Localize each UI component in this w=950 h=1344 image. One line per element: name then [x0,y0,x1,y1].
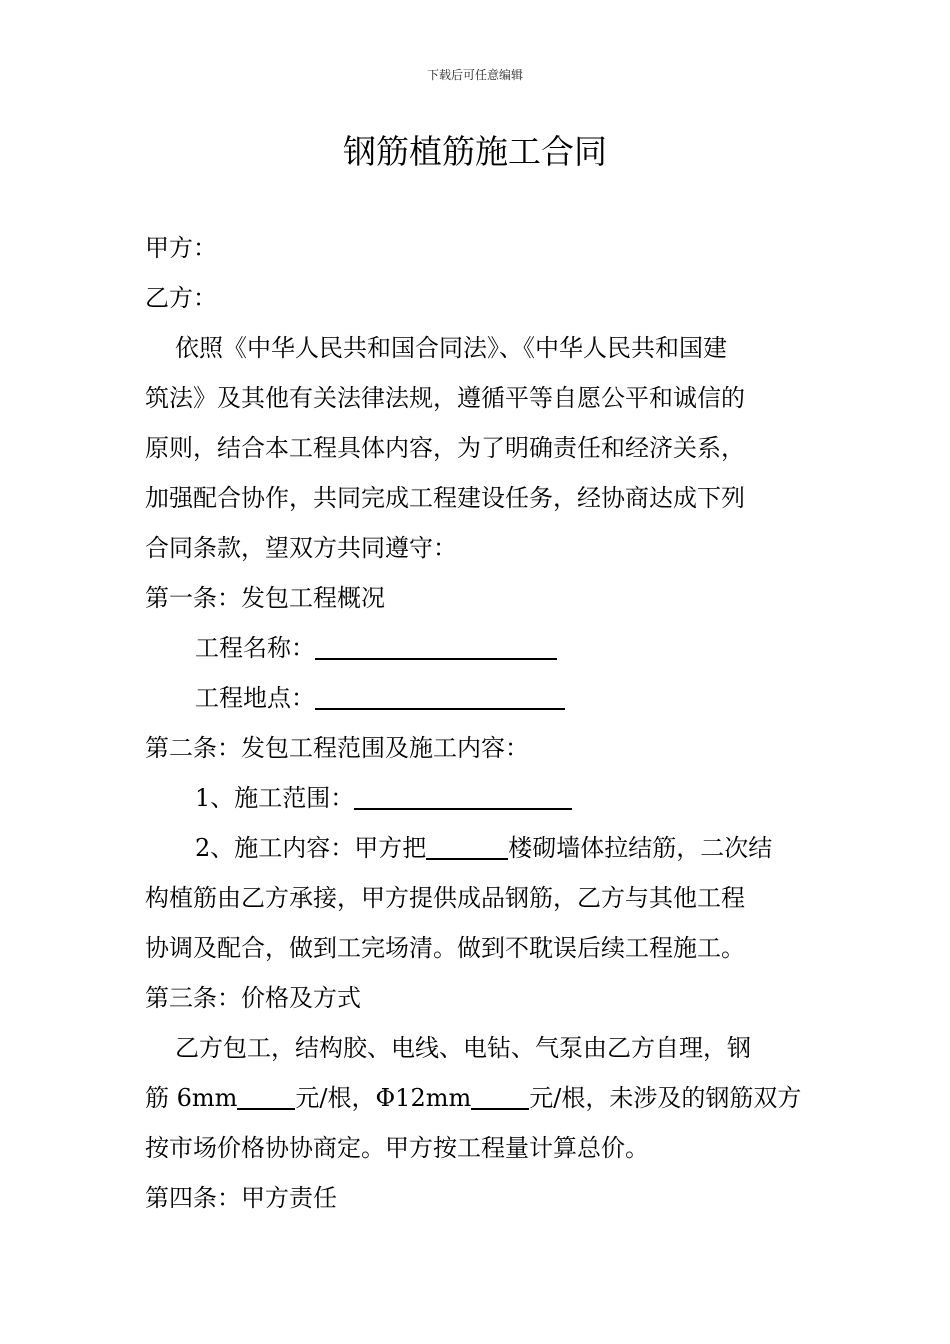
page-header-note: 下载后可任意编辑 [426,68,523,82]
article2-heading: 第二条：发包工程范围及施工内容： [145,734,529,762]
content-row [195,833,772,863]
party-b-label: 乙方： [145,284,217,312]
document-title: 钢筋植筋施工合同 [343,132,607,171]
building-blank[interactable] [426,834,508,860]
project-location-row [195,683,565,713]
intro-line-3: 原则，结合本工程具体内容，为了明确责任和经济关系， [145,434,745,462]
price-6mm-blank[interactable] [237,1084,295,1110]
scope-label: 1、施工范围： [195,784,355,812]
project-location-label: 工程地点： [195,684,315,712]
party-a-label: 甲方： [145,234,217,262]
intro-line-5: 合同条款，望双方共同遵守： [145,534,457,562]
price-line-3: 按市场价格协协商定。甲方按工程量计算总价。 [145,1134,649,1162]
content-lead: 2、施工内容：甲方把 [195,834,427,862]
article4-heading: 第四条：甲方责任 [145,1184,337,1212]
content-line-3: 协调及配合，做到工完场清。做到不耽误后续工程施工。 [145,934,745,962]
project-location-blank[interactable] [315,684,565,710]
intro-line-4: 加强配合协作，共同完成工程建设任务，经协商达成下列 [145,484,745,512]
price-line-1: 乙方包工，结构胶、电线、电钻、气泵由乙方自理，钢 [175,1034,751,1062]
intro-line-2: 筑法》及其他有关法律法规，遵循平等自愿公平和诚信的 [145,384,745,412]
project-name-label: 工程名称： [195,634,315,662]
content-tail: 楼砌墙体拉结筋，二次结 [508,834,773,862]
scope-blank[interactable] [354,784,572,810]
price-line-2 [145,1083,801,1113]
price-line-2-tail: 元/根，未涉及的钢筋双方 [529,1084,802,1112]
project-name-blank[interactable] [315,634,557,660]
price-12mm-label: 元/根，Φ12mm [295,1084,472,1112]
project-name-row [195,633,557,663]
scope-row [195,783,572,813]
content-line-2: 构植筋由乙方承接，甲方提供成品钢筋，乙方与其他工程 [145,884,745,912]
article3-heading: 第三条：价格及方式 [145,984,361,1012]
intro-line-1: 依照《中华人民共和国合同法》、《中华人民共和国建 [175,334,727,362]
article1-heading: 第一条：发包工程概况 [145,584,385,612]
price-6mm-label: 筋 6mm [145,1084,238,1112]
price-12mm-blank[interactable] [471,1084,529,1110]
